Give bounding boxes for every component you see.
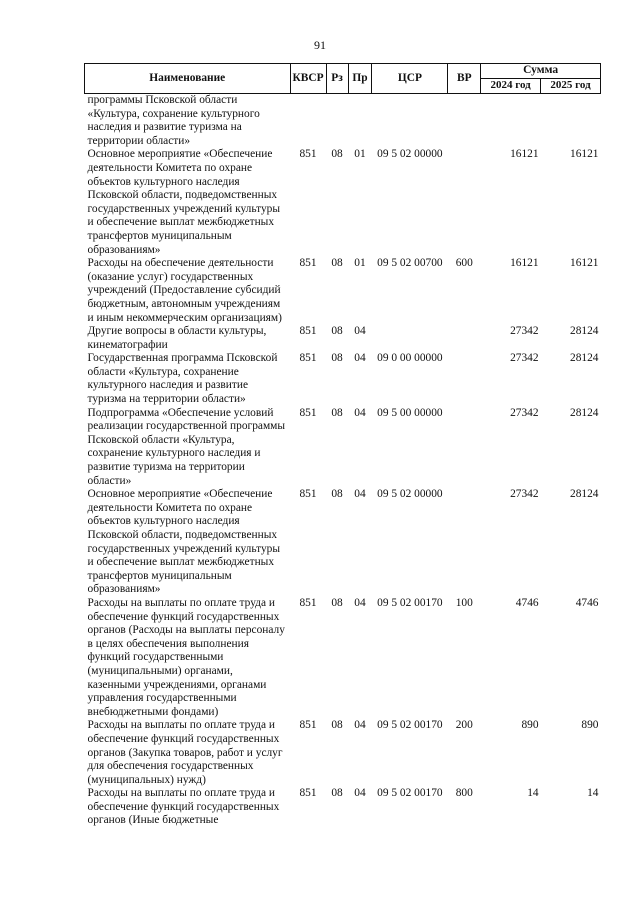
cell-name: Расходы на выплаты по оплате труда и обеспечение функций государственных органов (Иные бюджетные — [87, 787, 280, 827]
cell-kvsr: 851 — [299, 148, 317, 161]
cell-csr: 09 5 02 00700 — [377, 257, 443, 270]
table-row — [85, 325, 601, 352]
cell-amount-2024: 27342 — [510, 325, 539, 338]
cell-pr: 01 — [354, 148, 366, 161]
cell-amount-2025: 28124 — [570, 325, 599, 338]
cell-amount-2025: 4746 — [575, 596, 599, 609]
cell-name: Расходы на выплаты по оплате труда и обеспечение функций государственных органов (Закупка товаров, работ и услуг для обеспечения государственных (муниципальных) нужд) — [87, 719, 283, 786]
cell-amount-2024: 16121 — [510, 148, 539, 161]
cell-kvsr: 851 — [299, 257, 317, 270]
header-vr: ВР — [448, 64, 481, 94]
table-row — [85, 257, 601, 325]
cell-kvsr: 851 — [299, 787, 317, 800]
cell-vr — [448, 148, 481, 257]
cell-name: Государственная программа Псковской области «Культура, сохранение культурного наследия и развитие туризма на территории области» — [87, 352, 278, 406]
table-row — [85, 352, 601, 406]
cell-name: программы Псковской области «Культура, сохранение культурного наследия и развитие туризма на территории области» — [87, 94, 260, 147]
cell-amount-2024 — [481, 94, 541, 149]
cell-pr: 04 — [354, 596, 366, 609]
cell-csr: 09 5 02 00000 — [377, 148, 443, 161]
cell-rz: 08 — [331, 787, 343, 800]
cell-rz — [326, 94, 348, 149]
cell-csr: 09 5 02 00000 — [377, 488, 443, 501]
cell-vr — [448, 352, 481, 406]
page-number: 91 — [314, 38, 326, 52]
cell-kvsr: 851 — [299, 488, 317, 501]
table-row — [85, 148, 601, 257]
table-row — [85, 94, 601, 149]
cell-amount-2025: 28124 — [570, 352, 599, 365]
cell-kvsr: 851 — [299, 719, 317, 732]
cell-csr: 09 0 00 00000 — [377, 352, 443, 365]
cell-csr: 09 5 02 00170 — [377, 596, 443, 609]
cell-amount-2025: 890 — [581, 719, 599, 732]
cell-csr: 09 5 02 00170 — [377, 719, 443, 732]
table-row — [85, 597, 601, 719]
table-row — [85, 719, 601, 787]
cell-pr: 04 — [354, 787, 366, 800]
cell-amount-2024: 27342 — [510, 488, 539, 501]
cell-name: Основное мероприятие «Обеспечение деятельности Комитета по охране объектов культурного наследия Псковской области, подведомственных государственных учреждений культуры и обеспечение выплат межбюджетных трансфертов муниципальным образованиям» — [87, 488, 280, 596]
cell-amount-2025: 28124 — [570, 406, 599, 419]
table-row — [85, 407, 601, 489]
cell-pr: 04 — [354, 488, 366, 501]
cell-kvsr: 851 — [299, 596, 317, 609]
cell-rz: 08 — [331, 257, 343, 270]
cell-amount-2025 — [541, 94, 601, 149]
header-year-2024: 2024 год — [481, 79, 541, 94]
cell-vr — [448, 407, 481, 489]
cell-amount-2024: 890 — [521, 719, 539, 732]
cell-kvsr — [290, 94, 326, 149]
header-sum: Сумма — [481, 64, 601, 79]
cell-name: Основное мероприятие «Обеспечение деятельности Комитета по охране объектов культурного наследия Псковской области, подведомственных государственных учреждений культуры и обеспечение выплат межбюджетных трансфертов муниципальным образованиям» — [87, 148, 280, 256]
cell-vr — [448, 325, 481, 352]
header-kvsr: КВСР — [290, 64, 326, 94]
cell-pr: 01 — [354, 257, 366, 270]
cell-vr: 800 — [455, 787, 473, 800]
table-header — [85, 64, 601, 94]
table-row — [85, 488, 601, 597]
cell-amount-2025: 14 — [587, 787, 599, 800]
cell-name: Расходы на выплаты по оплате труда и обеспечение функций государственных органов (Расходы на выплаты персоналу в целях обеспечения выполнения функций государственными (муниципальными) органами, казенными учреждениями, органами управления государственными внебюджетными фондами) — [87, 596, 285, 718]
cell-rz: 08 — [331, 596, 343, 609]
cell-csr: 09 5 02 00170 — [377, 787, 443, 800]
cell-amount-2024: 14 — [527, 787, 539, 800]
cell-kvsr: 851 — [299, 352, 317, 365]
cell-pr — [348, 94, 372, 149]
table-body — [85, 94, 601, 829]
cell-rz: 08 — [331, 488, 343, 501]
header-pr: Пр — [348, 64, 372, 94]
cell-pr: 04 — [354, 719, 366, 732]
budget-table — [84, 63, 601, 828]
cell-csr — [372, 325, 448, 352]
cell-vr: 100 — [455, 596, 473, 609]
cell-rz: 08 — [331, 406, 343, 419]
cell-kvsr: 851 — [299, 325, 317, 338]
cell-name: Подпрограмма «Обеспечение условий реализации государственной программы Псковской области «Культура, сохранение культурного наследия и развитие туризма на территории области» — [87, 406, 286, 487]
cell-name: Расходы на обеспечение деятельности (оказание услуг) государственных учреждений (Предоставление субсидий бюджетным, автономным учреждениям и иным некоммерческим организациям) — [87, 257, 282, 324]
cell-amount-2025: 16121 — [570, 257, 599, 270]
cell-rz: 08 — [331, 148, 343, 161]
table-row — [85, 787, 601, 828]
header-name: Наименование — [85, 64, 291, 94]
cell-rz: 08 — [331, 352, 343, 365]
cell-pr: 04 — [354, 352, 366, 365]
header-year-2025: 2025 год — [541, 79, 601, 94]
cell-rz: 08 — [331, 325, 343, 338]
cell-amount-2024: 27342 — [510, 352, 539, 365]
cell-rz: 08 — [331, 719, 343, 732]
cell-vr: 600 — [455, 257, 473, 270]
cell-amount-2024: 4746 — [515, 596, 539, 609]
cell-amount-2024: 16121 — [510, 257, 539, 270]
cell-amount-2024: 27342 — [510, 406, 539, 419]
cell-kvsr: 851 — [299, 406, 317, 419]
cell-csr — [372, 94, 448, 149]
cell-pr: 04 — [354, 406, 366, 419]
cell-pr: 04 — [354, 325, 366, 338]
header-rz: Рз — [326, 64, 348, 94]
cell-vr: 200 — [455, 719, 473, 732]
cell-vr — [448, 488, 481, 597]
cell-csr: 09 5 00 00000 — [377, 406, 443, 419]
cell-amount-2025: 16121 — [570, 148, 599, 161]
cell-vr — [448, 94, 481, 149]
cell-name: Другие вопросы в области культуры, кинематографии — [87, 325, 267, 351]
cell-amount-2025: 28124 — [570, 488, 599, 501]
header-csr: ЦСР — [372, 64, 448, 94]
